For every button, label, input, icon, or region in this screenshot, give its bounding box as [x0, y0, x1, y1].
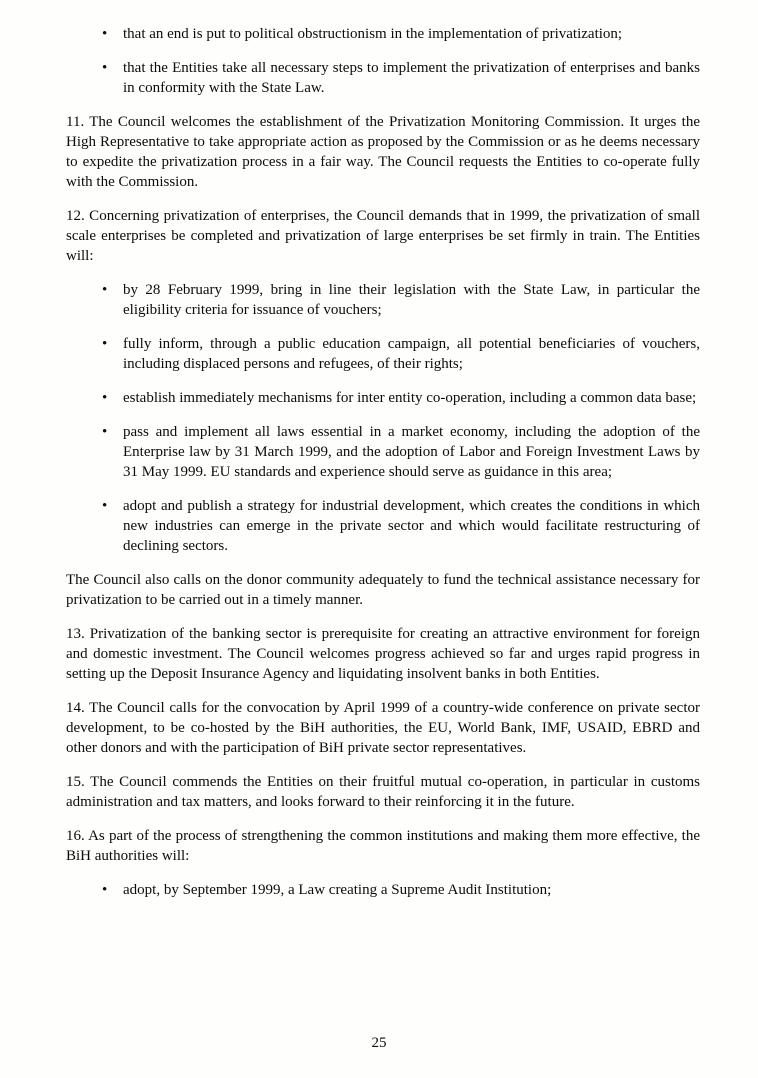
bullet-icon: •: [102, 336, 108, 352]
paragraph-donor: The Council also calls on the donor community adequately to fund the technical assistance necessary for privatization to be carried out in a timely manner.: [66, 572, 700, 608]
bullet-icon: •: [102, 282, 108, 298]
list-item: [66, 880, 700, 900]
paragraph-12: 12. Concerning privatization of enterprises, the Council demands that in 1999, the privatization of small scale enterprises be completed and privatization of large enterprises be set firmly in train. The Entities will:: [66, 208, 700, 264]
bullet-icon: •: [102, 882, 108, 898]
list-item: [66, 388, 700, 408]
bullet-text: that the Entities take all necessary steps to implement the privatization of enterprises and banks in conformity with the State Law.: [123, 60, 700, 96]
bullet-text: adopt and publish a strategy for industrial development, which creates the conditions in which new industries can emerge in the private sector and which would facilitate restructuring of declining sectors.: [123, 498, 700, 554]
paragraph-14: 14. The Council calls for the convocation by April 1999 of a country-wide conference on private sector development, to be co-hosted by the BiH authorities, the EU, World Bank, IMF, USAID, EBRD and other donors and with the participation of BiH private sector representatives.: [66, 700, 700, 756]
bullet-text: by 28 February 1999, bring in line their legislation with the State Law, in particular the eligibility criteria for issuance of vouchers;: [123, 282, 700, 318]
paragraph-11: 11. The Council welcomes the establishment of the Privatization Monitoring Commission. It urges the High Representative to take appropriate action as proposed by the Commission or as he deems necessary to expedite the privatization process in a fair way. The Council requests the Entities to co-operate fully with the Commission.: [66, 114, 700, 190]
list-item: [66, 496, 700, 556]
bullet-text: adopt, by September 1999, a Law creating a Supreme Audit Institution;: [123, 882, 552, 898]
list-item: [66, 24, 700, 44]
bullet-text: pass and implement all laws essential in a market economy, including the adoption of the Enterprise law by 31 March 1999, and the adoption of Labor and Foreign Investment Laws by 31 May 1999. EU standards and experience should serve as guidance in this area;: [123, 424, 700, 480]
paragraph-13: 13. Privatization of the banking sector is prerequisite for creating an attractive environment for foreign and domestic investment. The Council welcomes progress achieved so far and urges rapid progress in setting up the Deposit Insurance Agency and liquidating insolvent banks in both Entities.: [66, 626, 700, 682]
bullet-icon: •: [102, 424, 108, 440]
paragraph-16: 16. As part of the process of strengthening the common institutions and making them more effective, the BiH authorities will:: [66, 828, 700, 864]
page-number: 25: [371, 1035, 387, 1051]
bullet-text: fully inform, through a public education campaign, all potential beneficiaries of vouchers, including displaced persons and refugees, of their rights;: [123, 336, 700, 372]
bullet-text: that an end is put to political obstructionism in the implementation of privatization;: [123, 26, 623, 42]
bullet-text: establish immediately mechanisms for inter entity co-operation, including a common data base;: [123, 390, 697, 406]
bullet-icon: •: [102, 498, 108, 514]
paragraph-15: 15. The Council commends the Entities on their fruitful mutual co-operation, in particular in customs administration and tax matters, and looks forward to their reinforcing it in the future.: [66, 774, 700, 810]
list-item: [66, 280, 700, 320]
bullet-icon: •: [102, 60, 108, 76]
list-item: [66, 58, 700, 98]
list-item: [66, 334, 700, 374]
bullet-icon: •: [102, 26, 108, 42]
bullet-icon: •: [102, 390, 108, 406]
list-item: [66, 422, 700, 482]
